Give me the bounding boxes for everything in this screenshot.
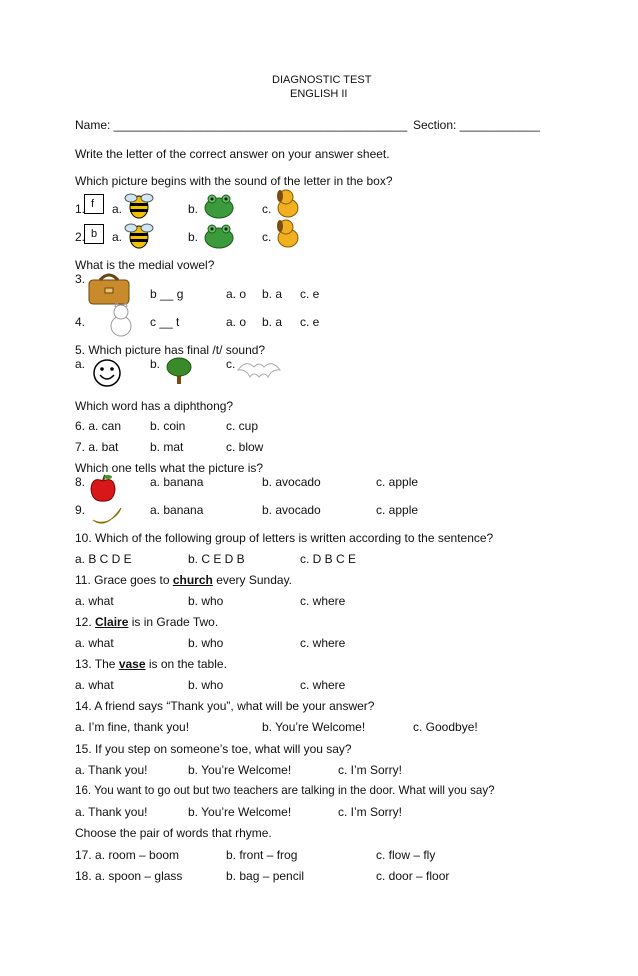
smiley-image: [92, 358, 122, 388]
q2-option-a: a.: [112, 230, 123, 244]
q11-text-pre: 11. Grace goes to: [75, 573, 173, 587]
q13-keyword: vase: [118, 657, 146, 671]
q5-prompt: 5. Which picture has final /t/ sound?: [75, 343, 266, 357]
name-field: Name: ____________________________________________: [75, 118, 408, 132]
q8-option-a: a. banana: [150, 475, 204, 489]
q9-option-c: c. apple: [376, 503, 419, 517]
q12-text-pre: 12.: [75, 615, 96, 629]
q9-option-b: b. avocado: [262, 503, 321, 517]
q17-18-prompt: Choose the pair of words that rhyme.: [75, 826, 272, 840]
q1-2-prompt: Which picture begins with the sound of the letter in the box?: [75, 174, 393, 188]
bee-image: [122, 190, 156, 220]
q1-option-a: a.: [112, 202, 123, 216]
q1-number: 1.: [75, 202, 86, 216]
q4-option-b: b. a: [262, 315, 283, 329]
q18-option-b: b. bag – pencil: [226, 869, 305, 883]
frog-image: [202, 192, 236, 220]
frog-image: [202, 222, 236, 250]
bat-image: [236, 355, 282, 385]
banana-image: [90, 502, 124, 530]
q12-option-c: c. where: [300, 636, 346, 650]
q7-option-c: c. blow: [226, 440, 264, 454]
q17-option-c: c. flow – fly: [376, 848, 436, 862]
q12-text-post: is in Grade Two.: [128, 615, 219, 629]
q18-option-a: 18. a. spoon – glass: [75, 869, 183, 883]
bee-image: [122, 220, 156, 250]
q12-prompt: [75, 615, 218, 629]
page-title: DIAGNOSTIC TEST: [272, 74, 372, 86]
q15-option-c: c. I’m Sorry!: [338, 763, 403, 777]
q18-option-c: c. door – floor: [376, 869, 450, 883]
q13-prompt: [75, 657, 227, 671]
q6-option-a: 6. a. can: [75, 419, 122, 433]
q16-option-c: c. I’m Sorry!: [338, 805, 403, 819]
q6-option-c: c. cup: [226, 419, 259, 433]
q10-option-a: a. B C D E: [75, 552, 132, 566]
q1-option-c: c.: [262, 202, 272, 216]
q14-option-a: a. I’m fine, thank you!: [75, 720, 190, 734]
q16-option-b: b. You’re Welcome!: [188, 805, 292, 819]
page-subtitle: ENGLISH II: [290, 88, 348, 100]
dog-image: [272, 218, 304, 250]
q3-number: 3.: [75, 272, 86, 286]
q13-option-b: b. who: [188, 678, 224, 692]
q3-option-b: b. a: [262, 287, 283, 301]
q4-option-c: c. e: [300, 315, 320, 329]
cat-image: [104, 302, 138, 338]
letter-box-f: f: [84, 194, 104, 214]
tree-image: [165, 357, 193, 385]
q14-prompt: 14. A friend says “Thank you”, what will be your answer?: [75, 699, 375, 713]
q4-option-a: a. o: [226, 315, 247, 329]
q5-option-a: a.: [75, 357, 86, 371]
q8-option-b: b. avocado: [262, 475, 321, 489]
q7-option-a: 7. a. bat: [75, 440, 119, 454]
q13-option-a: a. what: [75, 678, 114, 692]
instruction: Write the letter of the correct answer on your answer sheet.: [75, 147, 390, 161]
q6-option-b: b. coin: [150, 419, 186, 433]
q8-option-c: c. apple: [376, 475, 419, 489]
dog-image: [272, 188, 304, 220]
q11-prompt: [75, 573, 292, 587]
q14-option-c: c. Goodbye!: [413, 720, 478, 734]
q11-keyword: church: [172, 573, 213, 587]
q11-option-a: a. what: [75, 594, 114, 608]
q17-option-b: b. front – frog: [226, 848, 298, 862]
q13-text-post: is on the table.: [145, 657, 227, 671]
q3-word: b __ g: [150, 287, 184, 301]
q1-option-b: b.: [188, 202, 199, 216]
q5-option-b: b.: [150, 357, 161, 371]
q2-option-b: b.: [188, 230, 199, 244]
q13-text-pre: 13. The: [75, 657, 119, 671]
q8-number: 8.: [75, 475, 86, 489]
q10-option-b: b. C E D B: [188, 552, 245, 566]
q3-4-prompt: What is the medial vowel?: [75, 258, 215, 272]
q4-word: c __ t: [150, 315, 180, 329]
q15-prompt: 15. If you step on someone’s toe, what will you say?: [75, 742, 352, 756]
q6-7-prompt: Which word has a diphthong?: [75, 399, 234, 413]
q11-text-post: every Sunday.: [212, 573, 293, 587]
bag-image: [86, 270, 132, 306]
q3-option-c: c. e: [300, 287, 320, 301]
q16-option-a: a. Thank you!: [75, 805, 148, 819]
q11-option-c: c. where: [300, 594, 346, 608]
q12-option-b: b. who: [188, 636, 224, 650]
q15-option-a: a. Thank you!: [75, 763, 148, 777]
q2-number: 2.: [75, 230, 86, 244]
q8-9-prompt: Which one tells what the picture is?: [75, 461, 264, 475]
q15-option-b: b. You’re Welcome!: [188, 763, 292, 777]
q3-option-a: a. o: [226, 287, 247, 301]
q5-option-c: c.: [226, 357, 236, 371]
q9-option-a: a. banana: [150, 503, 204, 517]
q10-option-c: c. D B C E: [300, 552, 357, 566]
q16-prompt: 16. You want to go out but two teachers are talking in the door. What will you say?: [75, 784, 495, 797]
q14-option-b: b. You’re Welcome!: [262, 720, 366, 734]
q4-number: 4.: [75, 315, 86, 329]
q9-number: 9.: [75, 503, 86, 517]
q11-option-b: b. who: [188, 594, 224, 608]
apple-image: [88, 474, 118, 504]
q7-option-b: b. mat: [150, 440, 184, 454]
q12-keyword: Claire: [95, 615, 129, 629]
q12-option-a: a. what: [75, 636, 114, 650]
section-field: Section: ____________: [413, 118, 540, 132]
q13-option-c: c. where: [300, 678, 346, 692]
q10-prompt: 10. Which of the following group of letters is written according to the sentence?: [75, 531, 494, 545]
letter-box-b: b: [84, 224, 104, 244]
q2-option-c: c.: [262, 230, 272, 244]
q17-option-a: 17. a. room – boom: [75, 848, 180, 862]
